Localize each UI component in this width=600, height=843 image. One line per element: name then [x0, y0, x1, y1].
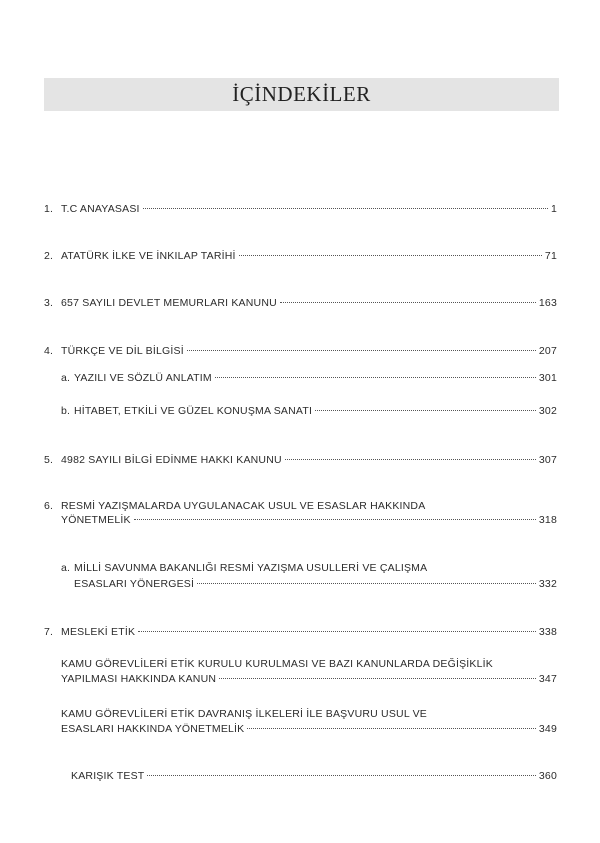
entry-label: ATATÜRK İLKE VE İNKILAP TARİHİ — [61, 250, 236, 262]
dot-leader — [247, 728, 535, 729]
entry-label: ESASLARI HAKKINDA YÖNETMELİK — [61, 723, 245, 735]
entry-number: 5. — [44, 454, 54, 466]
toc-subentry[interactable] — [61, 372, 557, 384]
entry-page: 332 — [538, 578, 557, 590]
dot-leader — [315, 410, 536, 411]
toc-entry[interactable] — [44, 454, 557, 466]
entry-page: 301 — [538, 372, 557, 384]
entry-label-line1[interactable]: KAMU GÖREVLİLERİ ETİK KURULU KURULMASI VE BAZI KANUNLARDA DEĞİŞİKLİK — [61, 658, 493, 670]
entry-page: 349 — [538, 723, 557, 735]
toc-subentry[interactable] — [61, 673, 557, 685]
toc-entry[interactable] — [44, 345, 557, 357]
entry-label: 657 SAYILI DEVLET MEMURLARI KANUNU — [61, 297, 277, 309]
entry-page: 207 — [538, 345, 557, 357]
page-title: İÇİNDEKİLER — [232, 82, 371, 106]
dot-leader — [280, 302, 536, 303]
entry-label: MESLEKİ ETİK — [61, 626, 136, 638]
entry-label: KARIŞIK TEST — [71, 770, 145, 782]
entry-label: T.C ANAYASASI — [61, 203, 140, 215]
entry-label: HİTABET, ETKİLİ VE GÜZEL KONUŞMA SANATI — [74, 405, 313, 417]
dot-leader — [187, 350, 536, 351]
entry-label: YAPILMASI HAKKINDA KANUN — [61, 673, 217, 685]
entry-page: 71 — [544, 250, 557, 262]
dot-leader — [197, 583, 536, 584]
toc-entry[interactable] — [71, 770, 557, 782]
toc-subentry[interactable] — [74, 578, 557, 590]
dot-leader — [138, 631, 536, 632]
entry-number: 7. — [44, 626, 54, 638]
entry-label: 4982 SAYILI BİLGİ EDİNME HAKKI KANUNU — [61, 454, 282, 466]
toc-entry[interactable] — [44, 626, 557, 638]
entry-page: 307 — [538, 454, 557, 466]
entry-number: 3. — [44, 297, 54, 309]
entry-label: ESASLARI YÖNERGESİ — [74, 578, 195, 590]
entry-page: 163 — [538, 297, 557, 309]
entry-page: 318 — [538, 514, 557, 526]
dot-leader — [143, 208, 548, 209]
entry-number: b. — [61, 405, 71, 417]
entry-number: a. — [61, 562, 71, 574]
entry-label: TÜRKÇE VE DİL BİLGİSİ — [61, 345, 184, 357]
entry-page: 347 — [538, 673, 557, 685]
dot-leader — [219, 678, 536, 679]
dot-leader — [239, 255, 542, 256]
entry-label: YÖNETMELİK — [61, 514, 131, 526]
entry-page: 360 — [538, 770, 557, 782]
entry-page: 338 — [538, 626, 557, 638]
entry-number: 2. — [44, 250, 54, 262]
entry-label-line1[interactable]: RESMİ YAZIŞMALARDA UYGULANACAK USUL VE ESASLAR HAKKINDA — [61, 500, 426, 512]
entry-page: 1 — [550, 203, 557, 215]
toc-subentry[interactable] — [61, 723, 557, 735]
dot-leader — [285, 459, 536, 460]
entry-label-line1[interactable]: KAMU GÖREVLİLERİ ETİK DAVRANIŞ İLKELERİ İLE BAŞVURU USUL VE — [61, 708, 427, 720]
toc-entry[interactable] — [44, 203, 557, 215]
toc-entry[interactable] — [44, 297, 557, 309]
entry-page: 302 — [538, 405, 557, 417]
toc-subentry[interactable] — [61, 405, 557, 417]
dot-leader — [215, 377, 536, 378]
entry-number: a. — [61, 372, 71, 384]
entry-number: 4. — [44, 345, 54, 357]
toc-entry[interactable] — [61, 514, 557, 526]
entry-label-line1[interactable]: MİLLİ SAVUNMA BAKANLIĞI RESMİ YAZIŞMA USULLERİ VE ÇALIŞMA — [74, 562, 428, 574]
dot-leader — [134, 519, 536, 520]
entry-number: 1. — [44, 203, 54, 215]
entry-label: YAZILI VE SÖZLÜ ANLATIM — [74, 372, 212, 384]
toc-entry[interactable] — [44, 250, 557, 262]
entry-number: 6. — [44, 500, 54, 512]
dot-leader — [147, 775, 535, 776]
